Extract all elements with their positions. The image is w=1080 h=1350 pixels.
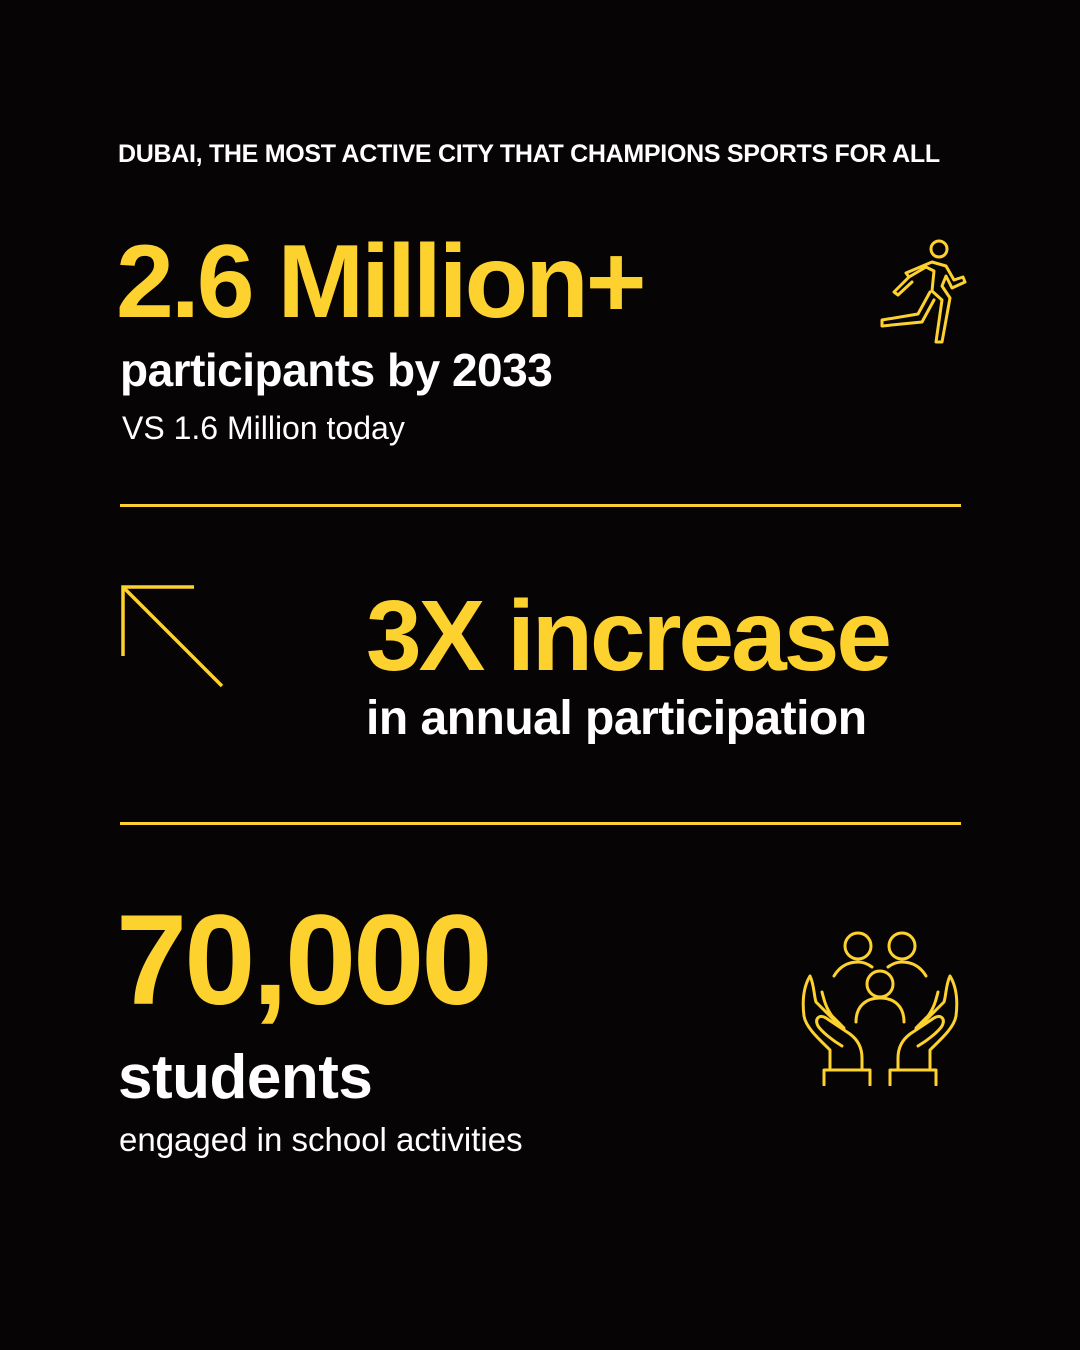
hands-holding-people-icon — [800, 930, 960, 1086]
stat-students-label: students — [118, 1043, 373, 1112]
running-person-icon — [872, 236, 972, 348]
divider-top — [120, 504, 961, 507]
stat-increase-value: 3X increase — [366, 580, 889, 692]
stat-participants-note: VS 1.6 Million today — [122, 410, 405, 446]
stat-students-note: engaged in school activities — [119, 1121, 523, 1158]
stat-students-value: 70,000 — [116, 889, 490, 1032]
headline: DUBAI, THE MOST ACTIVE CITY THAT CHAMPIONS SPORTS FOR ALL — [118, 140, 940, 168]
stat-participants-label: participants by 2033 — [120, 344, 553, 396]
stat-increase-label: in annual participation — [366, 692, 867, 745]
stat-participants-value: 2.6 Million+ — [116, 224, 644, 340]
arrow-up-left-icon — [120, 584, 226, 690]
divider-bottom — [120, 822, 961, 825]
